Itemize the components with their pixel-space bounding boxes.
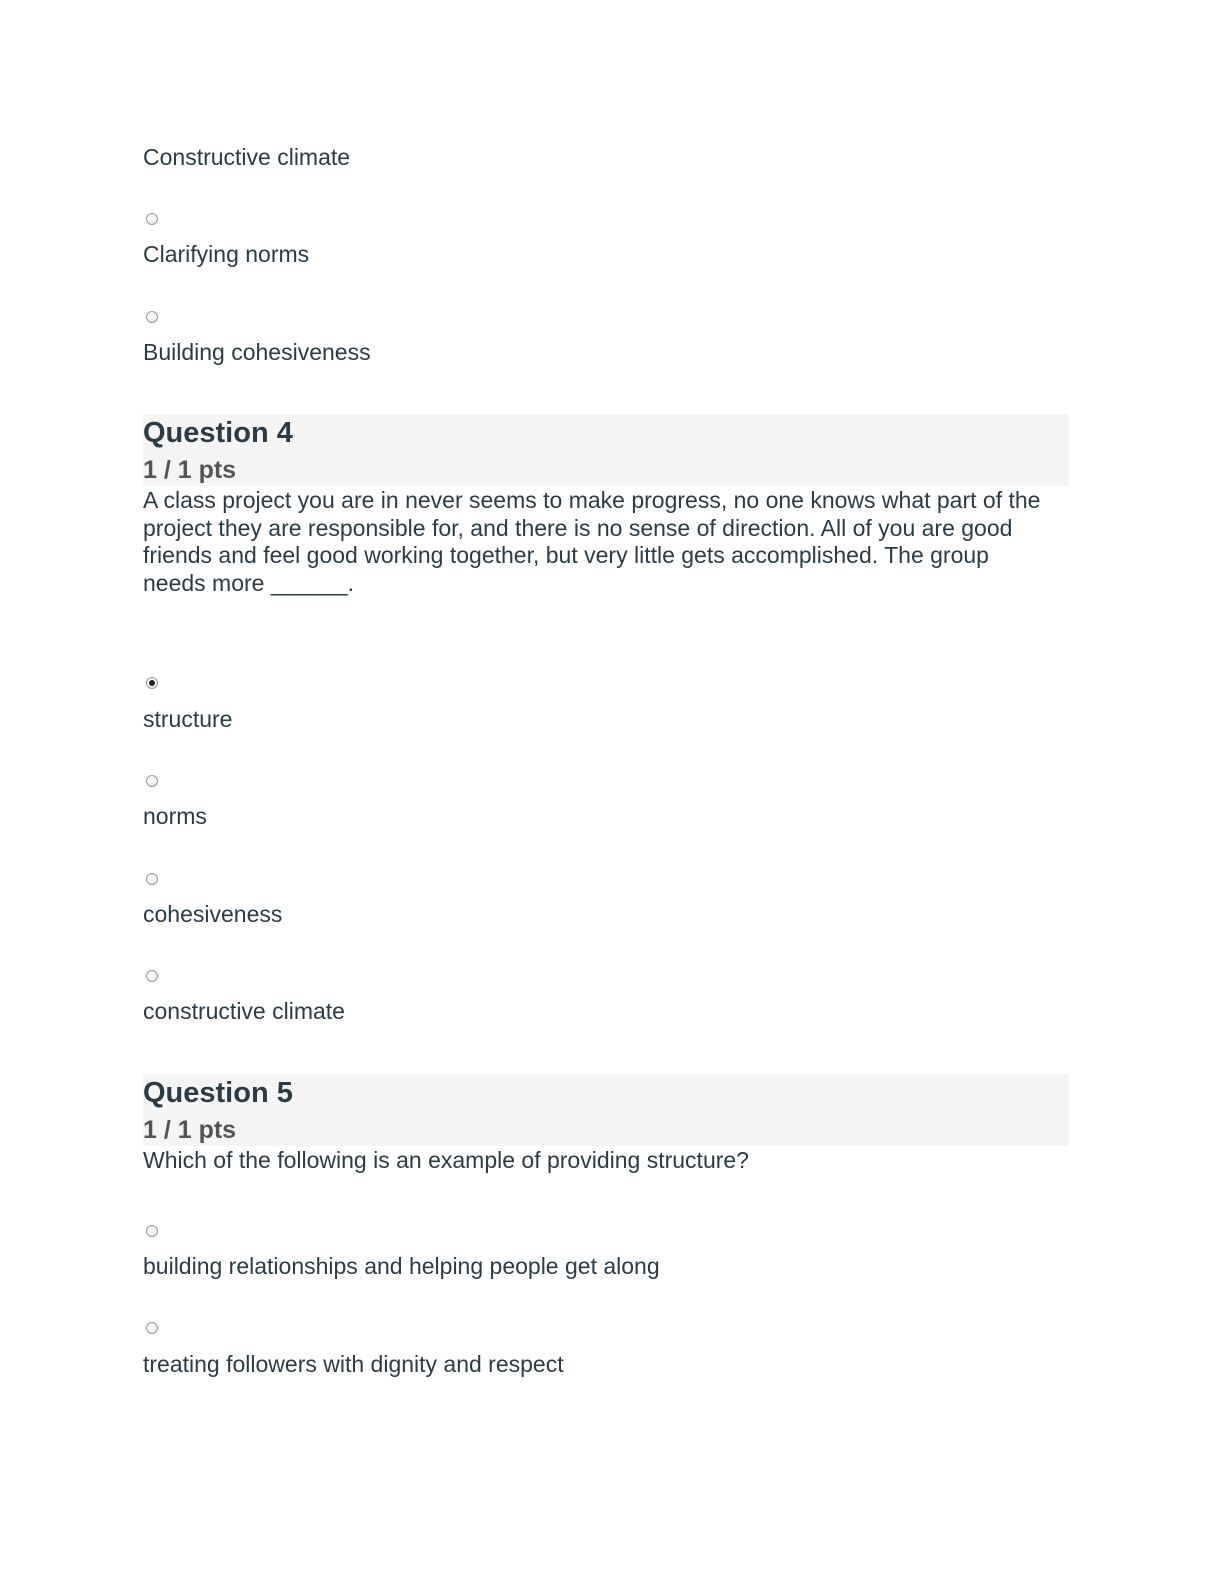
question-text: A class project you are in never seems to make progress, no one knows what part of the project they are responsible for, and there is no sense of direction. All of you are good friends and feel good working together, but very little gets accomplished. The group needs more ______. — [143, 487, 1041, 596]
answer-option-label: building relationships and helping people get along — [143, 1253, 660, 1279]
answer-radio-norms[interactable] — [146, 775, 158, 787]
answer-option-label: cohesiveness — [143, 901, 283, 927]
answer-radio-building-relationships[interactable] — [146, 1225, 158, 1237]
answer-option-label: Clarifying norms — [143, 241, 310, 267]
question-text: Which of the following is an example of providing structure? — [143, 1147, 749, 1173]
answer-radio-treating-followers[interactable] — [146, 1322, 158, 1334]
answer-option-label: norms — [143, 803, 207, 829]
question-title: Question 4 — [143, 417, 293, 449]
answer-option-label: Constructive climate — [143, 144, 351, 170]
answer-option-label: structure — [143, 706, 233, 732]
answer-radio-constructive-climate[interactable] — [146, 970, 158, 982]
question-5-header — [143, 1074, 1069, 1146]
answer-radio-building-cohesiveness[interactable] — [146, 311, 158, 323]
answer-option-label: Building cohesiveness — [143, 339, 371, 365]
question-points: 1 / 1 pts — [143, 1116, 237, 1144]
question-title: Question 5 — [143, 1077, 293, 1109]
answer-radio-structure[interactable] — [146, 677, 158, 689]
answer-option-label: treating followers with dignity and respect — [143, 1351, 564, 1377]
question-4-header — [143, 414, 1069, 486]
answer-option-label: constructive climate — [143, 998, 345, 1024]
answer-radio-cohesiveness[interactable] — [146, 873, 158, 885]
answer-radio-clarifying-norms[interactable] — [146, 213, 158, 225]
question-points: 1 / 1 pts — [143, 456, 237, 484]
